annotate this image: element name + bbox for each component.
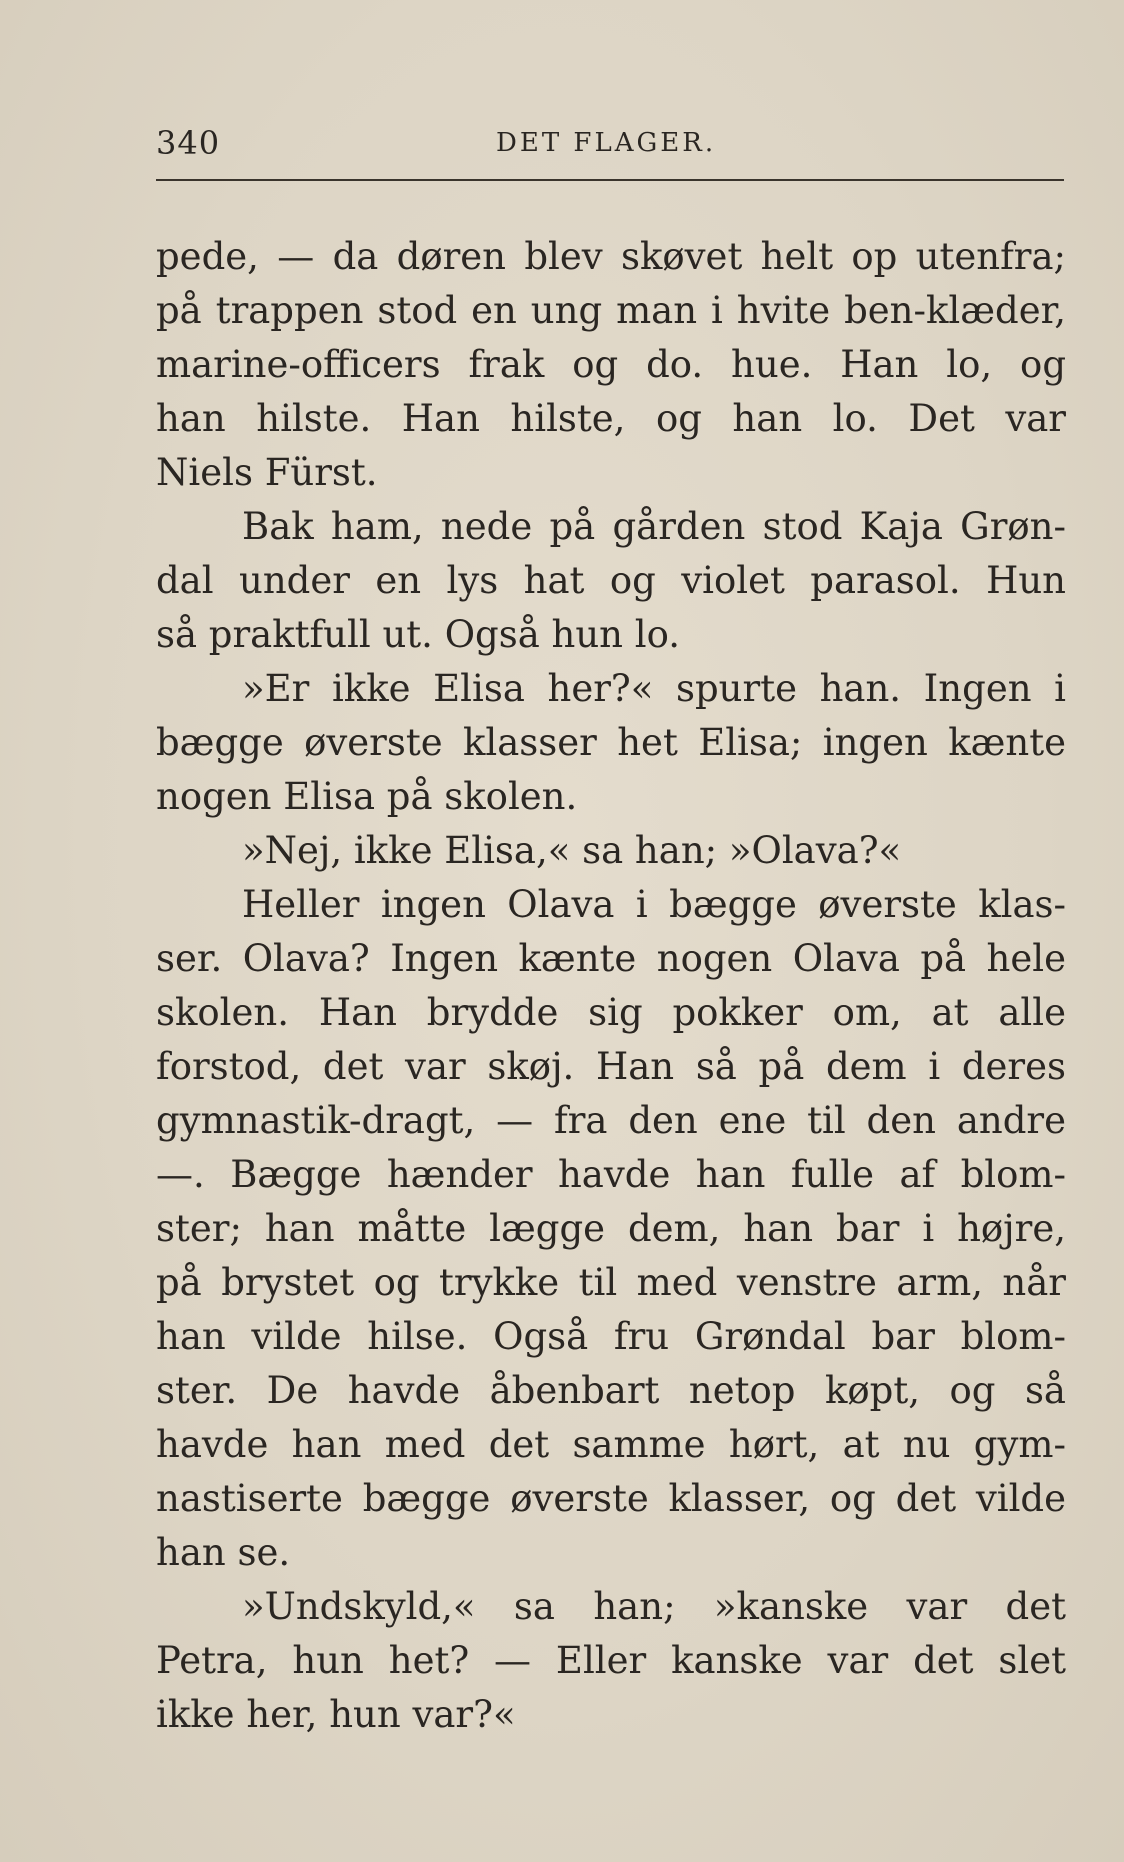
text-line: så praktfull ut. Også hun lo. xyxy=(156,613,680,656)
text-line: Heller ingen Olava i bægge øverste klas- xyxy=(242,883,1066,926)
text-line: ikke her, hun var?« xyxy=(156,1693,516,1736)
text-line: ser. Olava? Ingen kænte nogen Olava på hele xyxy=(156,937,1066,980)
text-line: på brystet og trykke til med venstre arm, når xyxy=(156,1261,1066,1304)
text-line: »Nej, ikke Elisa,« sa han; »Olava?« xyxy=(242,829,902,872)
text-line: han hilste. Han hilste, og han lo. Det var xyxy=(156,397,1066,440)
running-title: DET FLAGER. xyxy=(496,128,717,158)
text-line: bægge øverste klasser het Elisa; ingen kænte xyxy=(156,721,1066,764)
body-text xyxy=(156,230,1066,1742)
text-line: han vilde hilse. Også fru Grøndal bar blom- xyxy=(156,1315,1066,1358)
text-line: »Undskyld,« sa han; »kanske var det xyxy=(242,1585,1066,1628)
text-line: skolen. Han brydde sig pokker om, at alle xyxy=(156,991,1066,1034)
text-line: pede, — da døren blev skøvet helt op utenfra; xyxy=(156,235,1066,278)
text-line: Petra, hun het? — Eller kanske var det slet xyxy=(156,1639,1066,1682)
header-rule xyxy=(156,179,1064,181)
text-line: —. Bægge hænder havde han fulle af blom- xyxy=(156,1153,1066,1196)
text-line: ster; han måtte lægge dem, han bar i højre, xyxy=(156,1207,1066,1250)
text-line: dal under en lys hat og violet parasol. Hun xyxy=(156,559,1066,602)
text-line: nastiserte bægge øverste klasser, og det vilde xyxy=(156,1477,1066,1520)
text-line: på trappen stod en ung man i hvite ben-klæder, xyxy=(156,289,1066,332)
running-head xyxy=(156,124,1062,172)
text-line: Bak ham, nede på gården stod Kaja Grøn- xyxy=(242,505,1066,548)
page-number: 340 xyxy=(156,124,221,162)
text-line: havde han med det samme hørt, at nu gym- xyxy=(156,1423,1066,1466)
text-line: marine-officers frak og do. hue. Han lo, og xyxy=(156,343,1066,386)
text-line: Niels Fürst. xyxy=(156,451,378,494)
text-line: ster. De havde åbenbart netop køpt, og så xyxy=(156,1369,1066,1412)
text-line: gymnastik-dragt, — fra den ene til den andre xyxy=(156,1099,1066,1142)
text-line: nogen Elisa på skolen. xyxy=(156,775,578,818)
text-line: han se. xyxy=(156,1531,291,1574)
text-line: »Er ikke Elisa her?« spurte han. Ingen i xyxy=(242,667,1066,710)
text-line: forstod, det var skøj. Han så på dem i deres xyxy=(156,1045,1066,1088)
